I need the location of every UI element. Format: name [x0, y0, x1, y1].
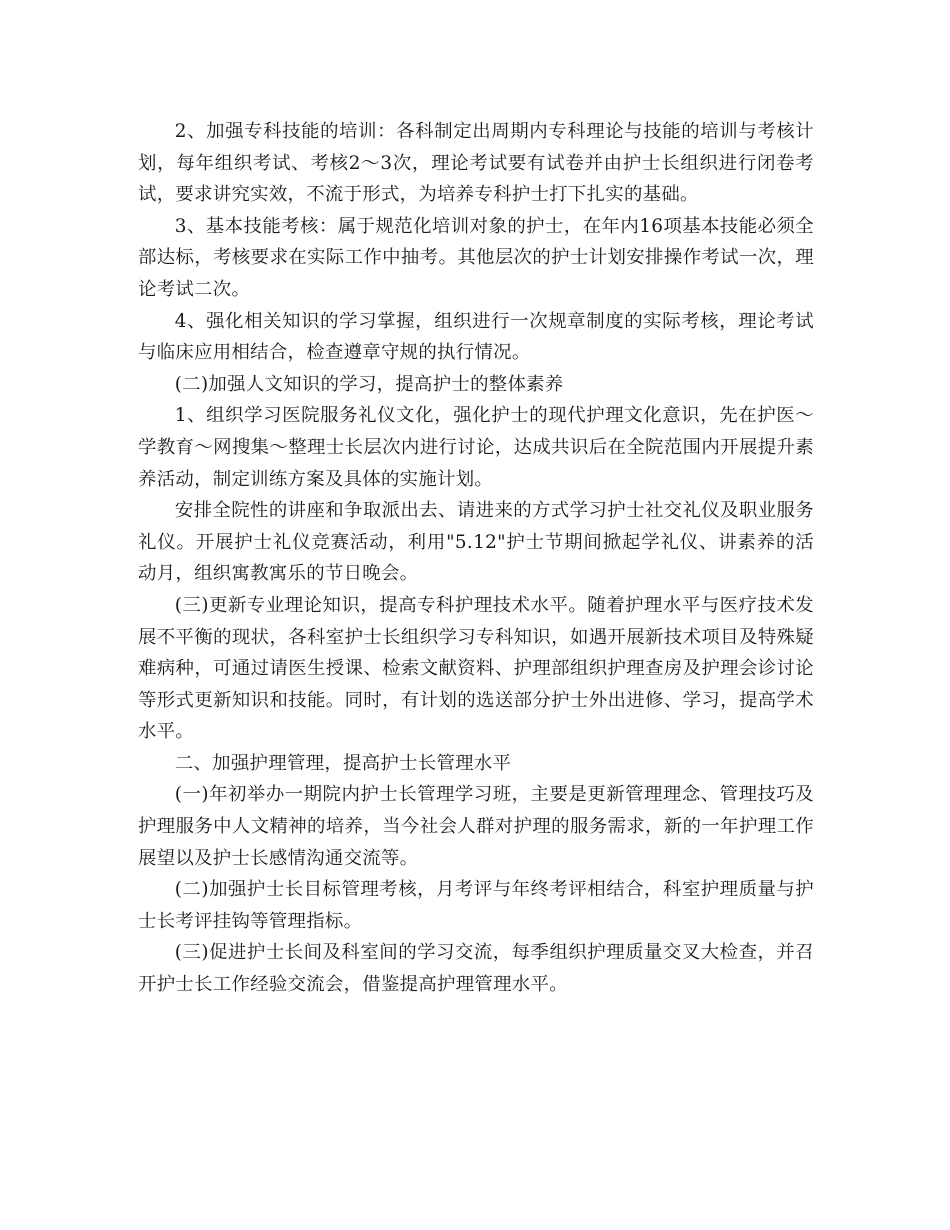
- paragraph-etiquette-lectures: 安排全院性的讲座和争取派出去、请进来的方式学习护士社交礼仪及职业服务礼仪。开展护士礼仪竞赛活动，利用"5.12"护士节期间掀起学礼仪、讲素养的活动月，组织寓教寓乐的节日晚会。: [138, 500, 814, 585]
- section-heading-humanities: (二)加强人文知识的学习，提高护士的整体素养: [174, 373, 564, 395]
- paragraph-exchange-learning: (三)促进护士长间及科室间的学习交流，每季组织护理质量交叉大检查，并召开护士长工作经验交流会，借鉴提高护理管理水平。: [138, 942, 814, 996]
- paragraph-specialty-skill-training: 2、加强专科技能的培训：各科制定出周期内专科理论与技能的培训与考核计划，每年组织考试、考核2～3次，理论考试要有试卷并由护士长组织进行闭卷考试，要求讲究实效，不流于形式，为培养专科护士打下扎实的基础。: [138, 121, 814, 206]
- paragraph-basic-skill-assessment: 3、基本技能考核：属于规范化培训对象的护士，在年内16项基本技能必须全部达标，考核要求在实际工作中抽考。其他层次的护士计划安排操作考试一次，理论考试二次。: [138, 215, 814, 300]
- paragraph-head-nurse-training-class: (一)年初举办一期院内护士长管理学习班，主要是更新管理理念、管理技巧及护理服务中人文精神的培养，当今社会人群对护理的服务需求，新的一年护理工作展望以及护士长感情沟通交流等。: [138, 784, 814, 869]
- section-heading-nursing-management: 二、加强护理管理，提高护士长管理水平: [174, 752, 512, 774]
- paragraph-update-professional-knowledge: (三)更新专业理论知识，提高专科护理技术水平。随着护理水平与医疗技术发展不平衡的现状，各科室护士长组织学习专科知识，如遇开展新技术项目及特殊疑难病种，可通过请医生授课、检索文献资料、护理部组织护理查房及护理会诊讨论等形式更新知识和技能。同时，有计划的选送部分护士外出进修、学习，提高学术水平。: [138, 594, 814, 743]
- paragraph-etiquette-culture: 1、组织学习医院服务礼仪文化，强化护士的现代护理文化意识，先在护医～学教育～网搜集～整理士长层次内进行讨论，达成共识后在全院范围内开展提升素养活动，制定训练方案及具体的实施计划。: [138, 405, 814, 490]
- paragraph-related-knowledge: 4、强化相关知识的学习掌握，组织进行一次规章制度的实际考核，理论考试与临床应用相结合，检查遵章守规的执行情况。: [138, 310, 814, 364]
- paragraph-target-management: (二)加强护士长目标管理考核，月考评与年终考评相结合，科室护理质量与护士长考评挂钩等管理指标。: [138, 879, 814, 932]
